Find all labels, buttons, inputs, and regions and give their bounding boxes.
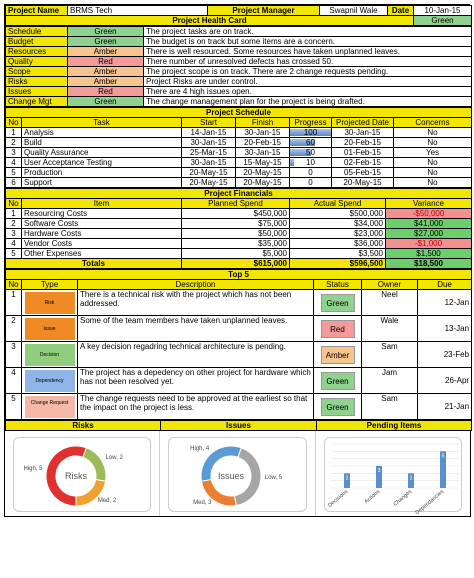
health-note: The budget is on track but some items are a concern.	[144, 37, 472, 47]
task-projected: 20-May-15	[332, 178, 394, 188]
top5-type	[22, 316, 78, 342]
task-progress	[290, 128, 332, 138]
risks-chart	[5, 431, 160, 516]
status-badge: Amber	[321, 346, 355, 364]
task-start: 30-Jan-15	[182, 158, 236, 168]
fin-item: Hardware Costs	[22, 229, 182, 239]
top5-header: Status	[314, 280, 362, 290]
fin-planned: $5,000	[182, 249, 290, 259]
manager-value: Swapnil Wale	[320, 6, 388, 16]
pending-chart	[316, 431, 470, 516]
table-row	[6, 219, 472, 229]
top5-due: 23-Feb	[418, 342, 472, 368]
fin-no: 4	[6, 239, 22, 249]
task-progress	[290, 158, 332, 168]
task-progress	[290, 178, 332, 188]
task-projected: 05-Feb-15	[332, 168, 394, 178]
fin-item: Vendor Costs	[22, 239, 182, 249]
task-concerns: No	[394, 128, 472, 138]
task-name: Analysis	[22, 128, 182, 138]
health-status: Green	[68, 97, 144, 107]
fin-actual: $500,000	[290, 209, 386, 219]
health-area: Issues	[6, 87, 68, 97]
type-tag: Decision	[25, 344, 75, 366]
top5-status	[314, 316, 362, 342]
top5-type	[22, 290, 78, 316]
issues-donut	[169, 438, 309, 514]
health-area: Budget	[6, 37, 68, 47]
top5-type	[22, 394, 78, 420]
donut-center-title: Risks	[65, 471, 87, 481]
fin-no: 1	[6, 209, 22, 219]
totals-planned: $615,000	[182, 259, 290, 269]
type-tag: Dependency	[25, 370, 75, 392]
health-status: Red	[68, 87, 144, 97]
donut-label: High, 5	[23, 466, 43, 473]
fin-no: 2	[6, 219, 22, 229]
top5-status	[314, 368, 362, 394]
top5-owner: Jam	[362, 368, 418, 394]
donut-label: Low, 5	[265, 474, 283, 481]
fin-variance: $27,000	[386, 229, 472, 239]
fin-planned: $35,000	[182, 239, 290, 249]
issues-chart-title: Issues	[161, 421, 317, 431]
top5-type	[22, 342, 78, 368]
financials-header: Actual Spend	[290, 199, 386, 209]
status-badge: Green	[321, 372, 355, 390]
top5-description: A key decision regadring technical architecture is pending.	[78, 342, 314, 368]
top5-description: Some of the team members have taken unplanned leaves.	[78, 316, 314, 342]
fin-actual: $36,000	[290, 239, 386, 249]
bar-value-label: 2	[409, 475, 413, 482]
task-no: 2	[6, 138, 22, 148]
health-status: Green	[68, 27, 144, 37]
table-row	[6, 394, 472, 420]
progress-value: 50	[306, 148, 315, 157]
table-row	[6, 316, 472, 342]
table-row	[6, 342, 472, 368]
top5-header: No	[6, 280, 22, 290]
top5-no: 4	[6, 368, 22, 394]
health-row	[6, 37, 472, 47]
status-badge: Green	[321, 398, 355, 416]
fin-variance: -$1,000	[386, 239, 472, 249]
fin-actual: $3,500	[290, 249, 386, 259]
top5-description: The change requests need to be approved at the earliest so that the impact on the project is less.	[78, 394, 314, 420]
schedule-header: Progress	[290, 118, 332, 128]
task-finish: 20-May-15	[236, 168, 290, 178]
health-row	[6, 77, 472, 87]
health-row	[6, 57, 472, 67]
financials-header: Variance	[386, 199, 472, 209]
schedule-title: Project Schedule	[6, 108, 472, 118]
donut-label: High, 4	[190, 445, 210, 452]
table-row	[6, 239, 472, 249]
task-start: 25-Mar-15	[182, 148, 236, 158]
table-row	[6, 128, 472, 138]
totals-variance: $18,500	[386, 259, 472, 269]
financials-header: Item	[22, 199, 182, 209]
bar-category-label: Dependancies	[414, 488, 445, 514]
top5-description: There is a technical risk with the project which has not been addressed.	[78, 290, 314, 316]
top5-type	[22, 368, 78, 394]
schedule-header: Start	[182, 118, 236, 128]
task-progress	[290, 168, 332, 178]
table-row	[6, 168, 472, 178]
fin-planned: $50,000	[182, 229, 290, 239]
bar-category-label: Actions	[363, 488, 381, 506]
task-start: 20-May-15	[182, 168, 236, 178]
fin-planned: $450,000	[182, 209, 290, 219]
top5-header: Due	[418, 280, 472, 290]
task-projected: 30-Jan-15	[332, 128, 394, 138]
health-area: Change Mgt	[6, 97, 68, 107]
table-row	[6, 209, 472, 219]
schedule-table	[5, 107, 472, 188]
issues-chart	[160, 431, 315, 516]
fin-item: Other Expenses	[22, 249, 182, 259]
schedule-header: Task	[22, 118, 182, 128]
health-table	[5, 26, 472, 107]
donut-label: Med, 2	[97, 498, 117, 505]
project-name-label: Project Name	[6, 6, 68, 16]
health-note: The project tasks are on track.	[144, 27, 472, 37]
task-name: Production	[22, 168, 182, 178]
bar-value-label: 3	[377, 468, 381, 474]
task-no: 1	[6, 128, 22, 138]
health-status: Amber	[68, 67, 144, 77]
health-status: Amber	[68, 47, 144, 57]
task-concerns: Yes	[394, 148, 472, 158]
task-projected: 01-Feb-15	[332, 148, 394, 158]
top5-no: 1	[6, 290, 22, 316]
top5-due: 12-Jan	[418, 290, 472, 316]
health-row	[6, 27, 472, 37]
fin-actual: $34,000	[290, 219, 386, 229]
health-status: Green	[68, 37, 144, 47]
donut-label: Med, 3	[193, 499, 212, 506]
project-status-report	[4, 4, 470, 517]
date-value: 10-Jan-15	[414, 6, 472, 16]
overall-status-badge: Green	[414, 16, 472, 26]
risks-chart-title: Risks	[6, 421, 161, 431]
task-finish: 30-Jan-15	[236, 128, 290, 138]
task-projected: 02-Feb-15	[332, 158, 394, 168]
task-start: 20-May-15	[182, 178, 236, 188]
fin-no: 5	[6, 249, 22, 259]
task-finish: 15-May-15	[236, 158, 290, 168]
bar-category-label: Decisions	[326, 488, 349, 509]
task-start: 14-Jan-15	[182, 128, 236, 138]
schedule-header: No	[6, 118, 22, 128]
bar-value-label: 2	[345, 475, 349, 482]
table-row	[6, 229, 472, 239]
risks-donut	[14, 438, 153, 514]
health-area: Resources	[6, 47, 68, 57]
financials-header: No	[6, 199, 22, 209]
top5-header: Type	[22, 280, 78, 290]
top5-owner: Wale	[362, 316, 418, 342]
charts-row	[5, 431, 471, 517]
task-name: Support	[22, 178, 182, 188]
bar-value-label: 5	[441, 453, 445, 460]
task-concerns: No	[394, 178, 472, 188]
type-tag: Risk	[25, 292, 75, 314]
health-note: There is well resourced. Some resources have taken unplanned leaves.	[144, 47, 472, 57]
top5-header: Description	[78, 280, 314, 290]
fin-planned: $75,000	[182, 219, 290, 229]
table-row	[6, 158, 472, 168]
donut-center-title: Issues	[218, 471, 245, 481]
financials-title: Project Financials	[6, 189, 472, 199]
task-concerns: No	[394, 158, 472, 168]
top5-title: Top 5	[6, 270, 472, 280]
schedule-header: Concerns	[394, 118, 472, 128]
task-no: 4	[6, 158, 22, 168]
top5-owner: Sam	[362, 342, 418, 368]
top5-no: 5	[6, 394, 22, 420]
project-name-value: BRMS Tech	[68, 6, 208, 16]
task-name: Quality Assurance	[22, 148, 182, 158]
health-area: Quality	[6, 57, 68, 67]
top5-owner: Neel	[362, 290, 418, 316]
health-row	[6, 87, 472, 97]
bar-category-label: Changes	[392, 488, 413, 508]
task-name: User Acceptance Testing	[22, 158, 182, 168]
fin-no: 3	[6, 229, 22, 239]
health-row	[6, 97, 472, 107]
health-row	[6, 47, 472, 57]
task-no: 6	[6, 178, 22, 188]
totals-actual: $596,500	[290, 259, 386, 269]
schedule-header: Projected Date	[332, 118, 394, 128]
table-row	[6, 148, 472, 158]
type-tag: Change Request	[25, 396, 75, 418]
health-note: The change management plan for the project is being drafted.	[144, 97, 472, 107]
header-table	[5, 5, 472, 26]
schedule-header: Finish	[236, 118, 290, 128]
date-label: Date	[388, 6, 414, 16]
fin-item: Software Costs	[22, 219, 182, 229]
table-row	[6, 290, 472, 316]
health-area: Scope	[6, 67, 68, 77]
task-no: 5	[6, 168, 22, 178]
chart-titles	[5, 420, 472, 431]
fin-variance: $1,500	[386, 249, 472, 259]
status-badge: Red	[321, 320, 355, 338]
top5-description: The project has a depedency on other project for hardware which has not been resolved yet.	[78, 368, 314, 394]
progress-value: 100	[303, 128, 318, 137]
health-area: Risks	[6, 77, 68, 87]
task-projected: 20-Feb-15	[332, 138, 394, 148]
task-name: Build	[22, 138, 182, 148]
fin-variance: -$50,000	[386, 209, 472, 219]
task-progress	[290, 138, 332, 148]
top5-status	[314, 290, 362, 316]
top5-owner: Sam	[362, 394, 418, 420]
task-progress	[290, 148, 332, 158]
health-row	[6, 67, 472, 77]
fin-variance: $41,000	[386, 219, 472, 229]
health-note: There are 4 high issues open.	[144, 87, 472, 97]
fin-item: Resourcing Costs	[22, 209, 182, 219]
table-row	[6, 249, 472, 259]
health-note: Project Risks are under control.	[144, 77, 472, 87]
task-start: 30-Jan-15	[182, 138, 236, 148]
health-status: Red	[68, 57, 144, 67]
table-row	[6, 138, 472, 148]
task-finish: 30-Jan-15	[236, 148, 290, 158]
table-row	[6, 178, 472, 188]
donut-label: Low, 2	[105, 455, 123, 462]
task-no: 3	[6, 148, 22, 158]
manager-label: Project Manager	[208, 6, 320, 16]
task-concerns: No	[394, 168, 472, 178]
health-area: Schedule	[6, 27, 68, 37]
type-tag: Issue	[25, 318, 75, 340]
pending-chart-title: Pending Items	[317, 421, 472, 431]
progress-value: 60	[306, 138, 315, 147]
top5-no: 3	[6, 342, 22, 368]
top5-due: 21-Jan	[418, 394, 472, 420]
task-finish: 20-Feb-15	[236, 138, 290, 148]
top5-due: 26-Apr	[418, 368, 472, 394]
health-note: There number of unresolved defects has crossed 50.	[144, 57, 472, 67]
financials-header: Planned Spend	[182, 199, 290, 209]
fin-actual: $23,000	[290, 229, 386, 239]
top5-no: 2	[6, 316, 22, 342]
top5-status	[314, 342, 362, 368]
top5-status	[314, 394, 362, 420]
health-card-title: Project Health Card	[6, 16, 414, 26]
health-status: Amber	[68, 77, 144, 87]
top5-due: 13-Jan	[418, 316, 472, 342]
progress-value: 0	[308, 178, 313, 187]
top5-header: Owner	[362, 280, 418, 290]
table-row	[6, 368, 472, 394]
top5-table	[5, 269, 472, 420]
status-badge: Green	[321, 294, 355, 312]
financials-table	[5, 188, 472, 269]
health-note: The project scope is on track. There are 2 change requests pending.	[144, 67, 472, 77]
pending-bar-chart	[325, 438, 464, 514]
progress-value: 0	[308, 168, 313, 177]
progress-value: 10	[306, 158, 315, 167]
totals-label: Totals	[6, 259, 182, 269]
task-concerns: No	[394, 138, 472, 148]
task-finish: 20-May-15	[236, 178, 290, 188]
